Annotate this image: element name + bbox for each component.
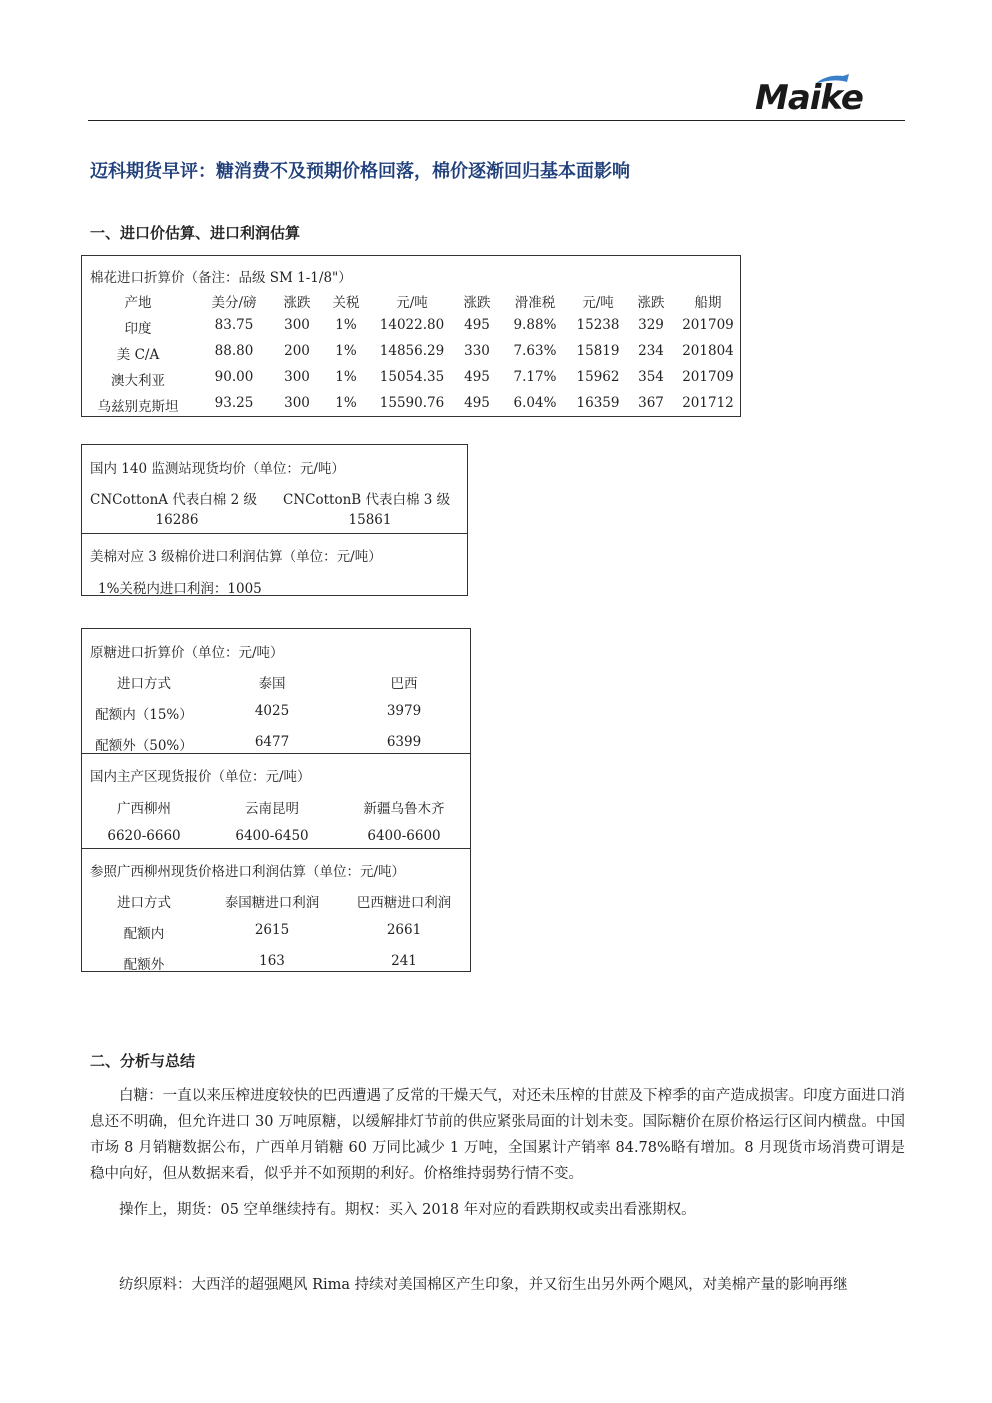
cotton-header-cell: 船期 [694,295,722,311]
cncotton-a-label: CNCottonA 代表白棉 2 级 [90,492,257,508]
cotton-table-cell: 300 [284,369,310,385]
cotton-table-cell: 1% [335,395,357,411]
cotton-table-cell: 201712 [682,395,734,411]
cotton-table-cell: 乌兹别克斯坦 [97,399,179,415]
sugar-import-cell: 4025 [254,703,290,719]
sugar-spot-header: 云南昆明 [245,801,299,817]
cotton-table-cell: 329 [638,317,664,333]
sugar-import-header: 进口方式 [117,676,171,692]
cotton-table-cell: 7.63% [513,343,557,359]
logo-text: Maike [755,78,863,118]
cotton-table-cell: 14022.80 [379,317,445,333]
cotton-header-cell: 涨跌 [463,295,491,311]
cotton-table-cell: 6.04% [513,395,557,411]
sugar-spot-value: 6620-6660 [107,828,181,844]
sugar-import-caption: 原糖进口折算价（单位：元/吨） [90,645,284,661]
cotton-table-cell: 330 [464,343,490,359]
sugar-import-header: 巴西 [390,676,418,692]
cotton-table-cell: 367 [638,395,664,411]
cncotton-a-value: 16286 [155,512,199,528]
cotton-header-cell: 元/吨 [396,295,428,311]
cotton-import-table [81,255,741,417]
header-rule [88,120,905,121]
cotton-table-cell: 93.25 [214,395,254,411]
cotton-table-cell: 354 [638,369,664,385]
page-title: 迈科期货早评：糖消费不及预期价格回落，棉价逐渐回归基本面影响 [90,161,630,182]
domestic-cotton-caption: 国内 140 监测站现货均价（单位：元/吨） [90,461,345,477]
cotton-table-cell: 88.80 [214,343,254,359]
cotton-table-cell: 14856.29 [379,343,445,359]
sugar-spot-value: 6400-6600 [367,828,441,844]
cotton-table-cell: 201709 [682,369,734,385]
domestic-cotton-divider [82,533,467,534]
cotton-table-cell: 澳大利亚 [111,373,165,389]
analysis-operation-text: 操作上，期货：05 空单继续持有。期权：买入 2018 年对应的看跌期权或卖出看涨期权。 [119,1202,696,1218]
analysis-operation [90,1197,905,1223]
cotton-table-cell: 1% [335,369,357,385]
sugar-profit-cell: 2615 [254,922,290,938]
sugar-import-cell: 配额内（15%） [95,707,193,723]
sugar-profit-caption: 参照广西柳州现货价格进口利润估算（单位：元/吨） [90,864,406,880]
cotton-table-cell: 495 [464,317,490,333]
cncotton-b-value: 15861 [348,512,392,528]
cotton-header-cell: 产地 [124,295,152,311]
cotton-table-cell: 495 [464,369,490,385]
cotton-header-cell: 滑准税 [514,295,556,311]
cotton-table-cell: 201804 [682,343,734,359]
cotton-table-cell: 9.88% [513,317,557,333]
sugar-profit-cell: 241 [391,953,417,969]
section1-heading: 一、进口价估算、进口利润估算 [90,224,301,242]
cotton-table-cell: 印度 [124,321,152,337]
cotton-table-cell: 7.17% [513,369,557,385]
cotton-header-cell: 涨跌 [637,295,665,311]
cotton-import-caption: 棉花进口折算价（备注：品级 SM 1-1/8"） [90,270,352,286]
sugar-import-cell: 6477 [254,734,290,750]
cotton-table-cell: 495 [464,395,490,411]
sugar-spot-header: 广西柳州 [117,801,171,817]
sugar-profit-cell: 配额外 [123,957,165,973]
cotton-table-cell: 15590.76 [379,395,445,411]
sugar-divider-2 [82,848,470,849]
cotton-profit-text: 1%关税内进口利润：1005 [98,581,262,597]
sugar-divider-1 [82,753,470,754]
analysis-textile-text: 纺织原料：大西洋的超强飓风 Rima 持续对美国棉区产生印象，并又衍生出另外两个飓风，对美棉产量的影响再继 [119,1277,848,1293]
section2-heading: 二、分析与总结 [90,1052,196,1070]
sugar-import-cell: 6399 [386,734,422,750]
sugar-spot-caption: 国内主产区现货报价（单位：元/吨） [90,769,311,785]
cotton-table-cell: 15054.35 [379,369,445,385]
cotton-table-cell: 美 C/A [116,347,160,363]
cotton-table-cell: 234 [638,343,664,359]
analysis-sugar [90,1083,905,1187]
sugar-profit-cell: 2661 [386,922,422,938]
maike-logo [755,72,890,120]
sugar-import-cell: 配额外（50%） [95,738,193,754]
sugar-spot-value: 6400-6450 [235,828,309,844]
cotton-table-cell: 16359 [576,395,620,411]
cotton-table-cell: 300 [284,395,310,411]
analysis-textile [90,1272,905,1298]
sugar-profit-cell: 163 [259,953,285,969]
cotton-table-cell: 1% [335,343,357,359]
sugar-profit-header: 进口方式 [117,895,171,911]
cotton-table-cell: 300 [284,317,310,333]
cotton-table-cell: 15819 [576,343,620,359]
sugar-import-cell: 3979 [386,703,422,719]
cotton-table-cell: 15238 [576,317,620,333]
cotton-header-cell: 关税 [332,295,360,311]
cncotton-b-label: CNCottonB 代表白棉 3 级 [283,492,451,508]
sugar-profit-cell: 配额内 [123,926,165,942]
sugar-profit-header: 巴西糖进口利润 [356,895,452,911]
cotton-table-cell: 200 [284,343,310,359]
cotton-table-cell: 90.00 [214,369,254,385]
sugar-profit-header: 泰国糖进口利润 [224,895,320,911]
cotton-profit-caption: 美棉对应 3 级棉价进口利润估算（单位：元/吨） [90,549,382,565]
cotton-header-cell: 元/吨 [582,295,614,311]
sugar-spot-header: 新疆乌鲁木齐 [363,801,445,817]
domestic-cotton-box [81,444,468,596]
analysis-sugar-text: 白糖：一直以来压榨进度较快的巴西遭遇了反常的干燥天气，对还未压榨的甘蔗及下榨季的亩产造成损害。印度方面进口消息还不明确，但允许进口 30 万吨原糖，以缓解排灯节前的供应紧张局面的计划未变。国际糖价在原价格运行区间内横盘。中国市场 8 月销糖数据公布，广西单月销糖 60 万同比减少 1 万吨，全国累计产销率 84.78%略有增加。8 月现货市场消费可谓是稳中向好，但从数据来看，似乎并不如预期的利好。价格维持弱势行情不变。 [90,1088,905,1182]
cotton-table-cell: 1% [335,317,357,333]
cotton-table-cell: 201709 [682,317,734,333]
sugar-import-header: 泰国 [258,676,286,692]
cotton-header-cell: 美分/磅 [211,295,257,311]
cotton-table-cell: 83.75 [214,317,254,333]
cotton-header-cell: 涨跌 [283,295,311,311]
cotton-table-cell: 15962 [576,369,620,385]
sugar-box [81,628,471,972]
